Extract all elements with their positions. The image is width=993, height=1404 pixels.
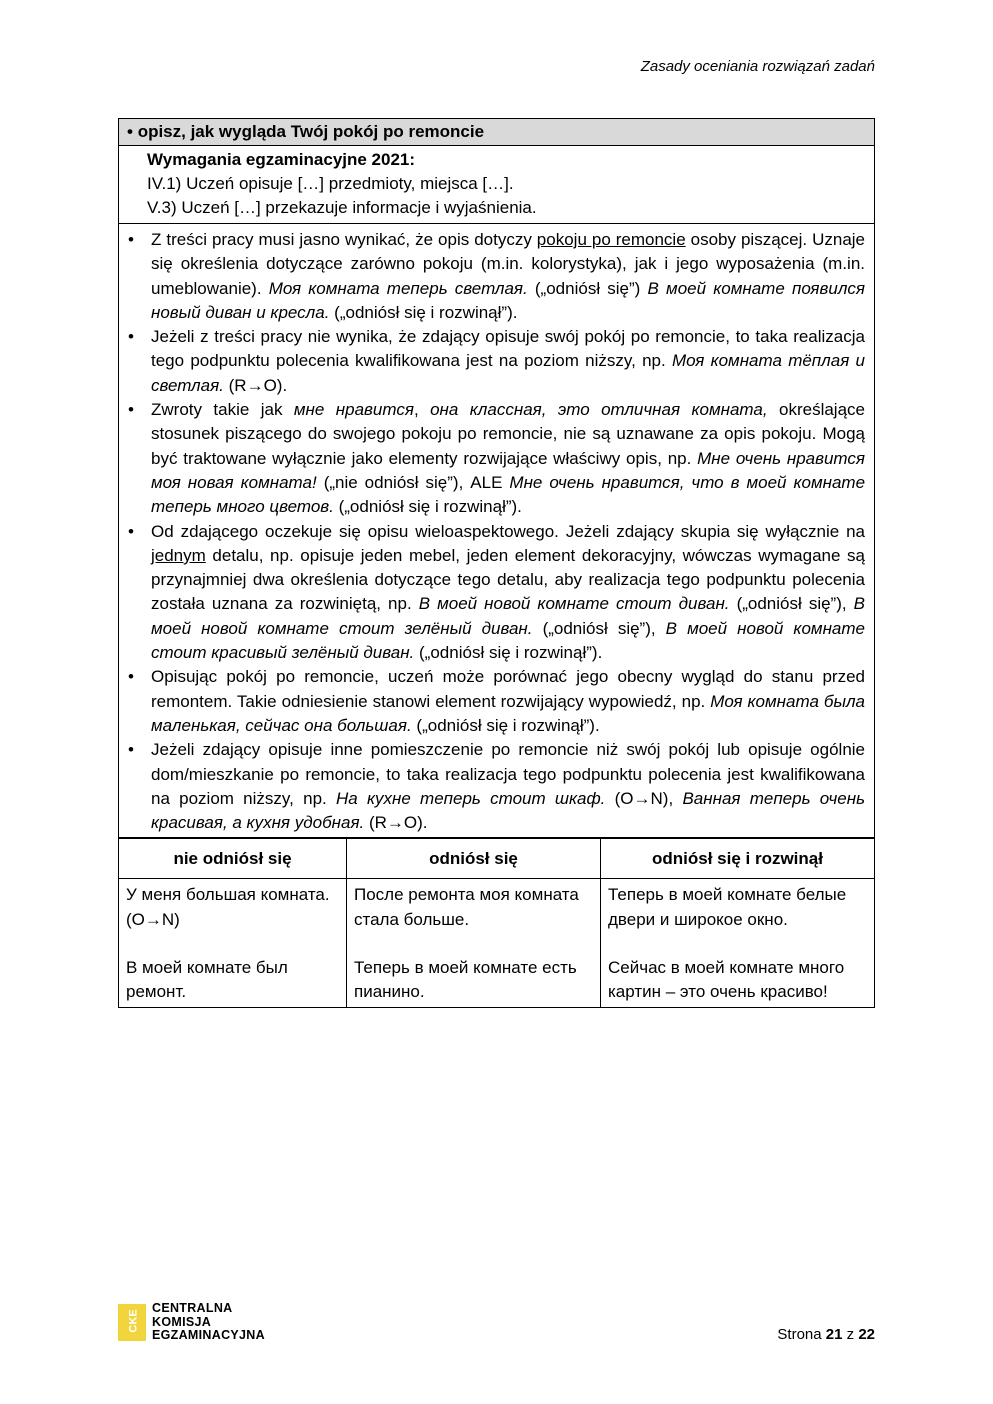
criterion-text: („odniósł się”),: [729, 594, 854, 614]
criterion-text: Od zdającego oczekuje się opisu wieloaspektowego. Jeżeli zdający skupia się wyłącznie na: [151, 521, 865, 541]
criterion-text: (R→O).: [223, 375, 288, 395]
examples-table: [118, 838, 875, 1007]
criterion-item: [151, 228, 865, 325]
criterion-text: На кухне теперь стоит шкаф.: [336, 788, 606, 808]
task-title: • opisz, jak wygląda Twój pokój po remoncie: [119, 119, 875, 146]
criterion-text: Мне очень нравится, что в моей комнате теперь много цветов.: [151, 472, 866, 517]
criterion-text: В моей новой комнате стоит красивый зелёный диван.: [151, 618, 865, 663]
criterion-text: ,: [413, 400, 431, 420]
criterion-item: [151, 665, 865, 738]
cke-logo: [118, 1302, 265, 1343]
examples-related: [347, 879, 601, 1007]
cke-logo-text: CENTRALNA KOMISJA EGZAMINACYJNA: [152, 1301, 265, 1342]
criterion-text: („odniósł się”): [527, 278, 648, 298]
criterion-text: Моя комната тёплая и светлая.: [151, 351, 866, 395]
examples-related-developed: [601, 879, 875, 1007]
criteria-list: [119, 224, 874, 837]
criterion-text: Zwroty takie jak: [151, 400, 294, 420]
example-sentence: В моей комнате был ремонт.: [126, 958, 288, 1002]
criterion-item: [151, 398, 865, 519]
criterion-item: [151, 738, 865, 835]
criterion-text: мне нравится: [293, 400, 414, 420]
criterion-text: В моей новой комнате стоит зелёный диван.: [151, 594, 865, 638]
criterion-text: В моей комнате появился новый диван и кресла.: [151, 278, 865, 322]
criterion-text: („odniósł się i rozwinął”).: [411, 715, 600, 735]
column-header-not-related: nie odniósł się: [119, 839, 347, 879]
criterion-text: Ванная теперь очень красивая, а кухня удобная.: [151, 788, 866, 833]
criterion-text: она классная, это отличная комната,: [430, 400, 768, 420]
page-number: Strona 21 z 22: [777, 1326, 875, 1343]
criterion-text: В моей новой комнате стоит диван.: [418, 594, 730, 614]
cke-logo-mark: CKE: [118, 1304, 146, 1341]
criterion-text: Мне очень нравится моя новая комната!: [151, 448, 865, 492]
criterion-text: detalu, np. opisuje jeden mebel, jeden element dekoracyjny, wówczas wymagane są przynajmniej dwa określenia dotyczące tego detalu, aby realizacja tego podpunktu polecenia została uznana za rozwiniętą, np.: [151, 545, 865, 614]
task-table: [118, 118, 875, 838]
requirement-line: IV.1) Uczeń opisuje […] przedmioty, miejsca […].: [147, 174, 514, 193]
requirements-heading: Wymagania egzaminacyjne 2021:: [147, 150, 416, 169]
examples-not-related: [119, 879, 347, 1007]
example-sentence: После ремонта моя комната стала больше.: [354, 885, 579, 929]
criterion-item: [151, 325, 865, 398]
criterion-text: Моя комната была маленькая, сейчас она большая.: [151, 691, 865, 735]
criterion-text: („odniósł się i rozwinął”).: [333, 497, 522, 517]
criterion-text: („odniósł się”),: [532, 618, 666, 638]
criterion-text: Z treści pracy musi jasno wynikać, że opis dotyczy: [151, 230, 537, 249]
criterion-text: („nie odniósł się”), ALE: [316, 472, 510, 492]
example-sentence: Сейчас в моей комнате много картин – это очень красиво!: [608, 958, 845, 1002]
criterion-text: („odniósł się i rozwinął”).: [414, 643, 603, 663]
grading-table: [118, 118, 875, 1008]
column-header-related-developed: odniósł się i rozwinął: [601, 839, 875, 879]
criterion-text: osoby piszącej. Uznaje się określenia dotyczące zarówno pokoju (m.in. kolorystyka), jak i jego wyposażenia (m.in. umeblowanie).: [151, 230, 866, 298]
requirements: [119, 146, 875, 224]
criterion-text: Моя комната теперь светлая.: [268, 278, 528, 298]
criterion-text: Jeżeli zdający opisuje inne pomieszczenie po remoncie niż swój pokój lub opisuje ogólnie dom/mieszkanie po remoncie, to taka realizacja tego podpunktu polecenia jest kwalifikowana na poziom niższy, np.: [151, 740, 865, 808]
criterion-text: pokoju po remoncie: [536, 230, 686, 249]
criteria-cell: [119, 224, 875, 838]
column-header-related: odniósł się: [347, 839, 601, 879]
criterion-text: określające stosunek piszącego do swojego pokoju po remoncie, nie są uznawane za opis pokoju. Mogą być traktowane wyłącznie jako elementy rozwijające właściwy opis, np.: [151, 400, 865, 468]
criterion-text: Jeżeli z treści pracy nie wynika, że zdający opisuje swój pokój po remoncie, to taka realizacja tego podpunktu polecenia kwalifikowana jest na poziom niższy, np.: [151, 327, 865, 371]
example-sentence: У меня большая комната. (O→N): [126, 885, 330, 929]
example-sentence: Теперь в моей комнате белые двери и широкое окно.: [608, 885, 847, 929]
criterion-text: (O→N),: [605, 788, 683, 808]
criterion-text: Opisując pokój po remoncie, uczeń może porównać jego obecny wygląd do stanu przed remontem. Takie odniesienie stanowi element rozwijający wypowiedź, np.: [151, 667, 865, 711]
example-sentence: Теперь в моей комнате есть пианино.: [354, 958, 577, 1002]
criterion-text: (R→O).: [364, 813, 428, 833]
criterion-text: jednym: [151, 545, 206, 565]
requirement-line: V.3) Uczeń […] przekazuje informacje i wyjaśnienia.: [147, 198, 537, 217]
page-header: Zasady oceniania rozwiązań zadań: [640, 58, 875, 75]
task-title-text: opisz, jak wygląda Twój pokój po remoncie: [137, 122, 485, 141]
criterion-item: [151, 520, 865, 666]
criterion-text: („odniósł się i rozwinął”).: [329, 302, 518, 322]
